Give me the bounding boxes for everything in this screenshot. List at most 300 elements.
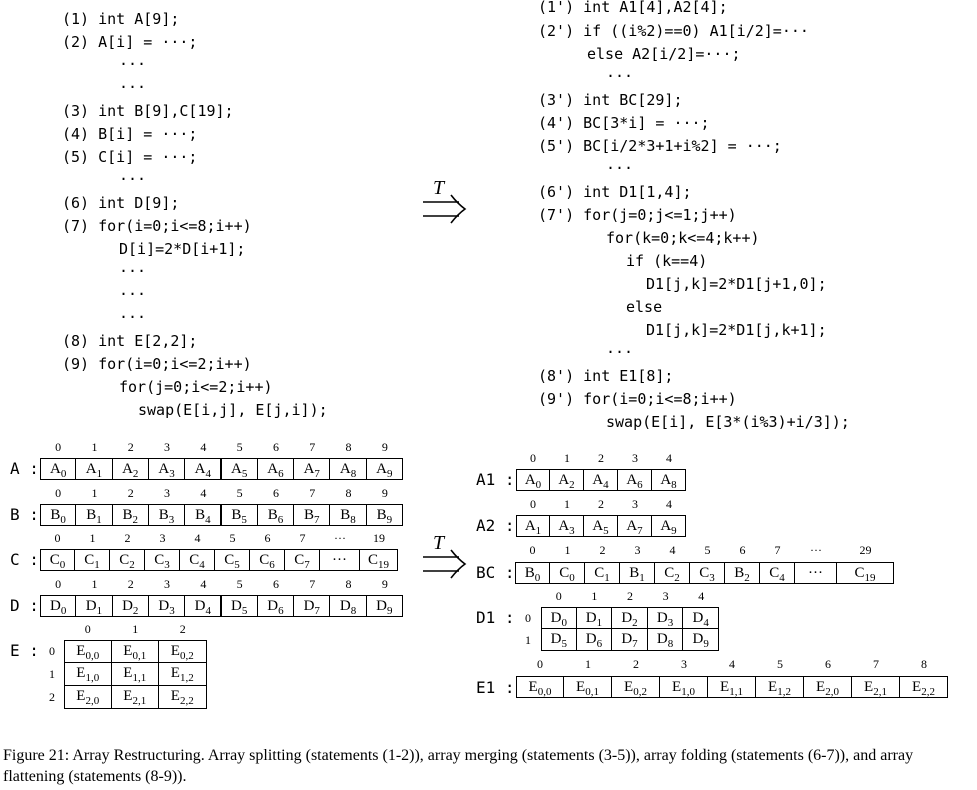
cell-letter: D <box>656 610 668 626</box>
cell-subscript: 1,1 <box>729 686 743 698</box>
cell-subscript: 6 <box>278 605 284 617</box>
cell-letter: D <box>621 610 633 626</box>
array-a2-cell <box>549 515 584 537</box>
array-a-index: 9 <box>381 440 388 454</box>
cell-letter: A <box>558 518 570 534</box>
cell-letter: C <box>854 565 865 581</box>
cell-letter: A <box>660 518 672 534</box>
array-bc-index: 1 <box>564 543 571 557</box>
cell-letter: A <box>122 461 133 477</box>
array-d-cell <box>293 595 330 617</box>
cell-subscript: 2,0 <box>85 695 100 707</box>
cell-subscript: 5 <box>241 605 248 617</box>
cell-letter: C <box>259 552 270 568</box>
code-line: ··· <box>119 55 147 73</box>
array-e1-cell <box>803 676 852 698</box>
cell-letter: E <box>528 679 538 695</box>
array-e1-index: 7 <box>873 657 879 671</box>
array-bc-cell <box>759 562 795 584</box>
array-c-cell <box>40 549 75 571</box>
array-bc-cell <box>654 562 690 584</box>
code-line: (3') int BC[29]; <box>538 91 683 109</box>
cell-subscript: 2 <box>744 572 750 584</box>
array-d-index: 2 <box>127 577 134 591</box>
array-a-index: 7 <box>309 440 316 454</box>
array-d-index: 9 <box>381 577 388 591</box>
code-line: ··· <box>119 170 147 188</box>
cell-subscript: 5 <box>241 468 248 480</box>
array-a1-cell <box>516 469 550 491</box>
array-b-index: 4 <box>200 486 207 500</box>
code-line: (7') for(j=0;j<=1;j++) <box>538 206 737 224</box>
array-b-cell <box>112 504 149 526</box>
cell-letter: C <box>294 552 305 568</box>
cell-subscript: 0 <box>534 572 541 584</box>
cell-letter: A <box>339 461 351 477</box>
cell-subscript: 7 <box>314 605 320 617</box>
array-a-index: 6 <box>272 440 279 454</box>
cell-letter: A <box>558 472 570 488</box>
cell-subscript: 3 <box>169 468 175 480</box>
array-d1-cell <box>682 628 719 651</box>
code-line: D1[j,k]=2*D1[j,k+1]; <box>646 321 827 339</box>
array-d-cell <box>75 595 112 617</box>
cell-letter: D <box>656 631 668 647</box>
array-a2-index: 3 <box>632 497 638 511</box>
cell-letter: A <box>230 461 242 477</box>
array-d-index: 0 <box>55 577 62 591</box>
array-c-cell <box>359 549 398 571</box>
cell-subscript: 1 <box>639 572 645 584</box>
cell-letter: B <box>340 507 351 523</box>
array-bc-index: 7 <box>774 543 781 557</box>
array-c-index: 2 <box>124 531 131 545</box>
array-a2-cell <box>617 515 652 537</box>
code-line: (7) for(i=0;i<=8;i++) <box>62 217 252 235</box>
array-d-label: D : <box>10 596 39 615</box>
array-e1-index: 5 <box>777 657 783 671</box>
cell-subscript: 4 <box>703 617 709 629</box>
array-e1-cell <box>899 676 948 698</box>
array-d1-cell <box>576 628 613 651</box>
cell-subscript: 6 <box>278 468 284 480</box>
cell-letter: A <box>524 472 536 488</box>
array-b-cell <box>293 504 330 526</box>
cell-subscript: 2,1 <box>873 686 887 698</box>
cell-subscript: 9 <box>671 525 677 537</box>
array-e1-cell <box>755 676 804 698</box>
array-bc-cell <box>794 562 837 584</box>
array-d-index: 1 <box>91 577 98 591</box>
cell-subscript: 5 <box>234 559 240 571</box>
transform-symbol: T <box>433 180 445 199</box>
array-e-cell <box>64 662 112 686</box>
array-e-cell <box>111 640 160 663</box>
array-a-index: 4 <box>200 440 207 454</box>
code-line: (2) A[i] = ···; <box>62 33 198 51</box>
array-d1-cell <box>576 607 613 629</box>
cell-letter: E <box>912 679 922 695</box>
array-d1-cell <box>682 607 719 629</box>
array-d1-cell <box>647 628 684 651</box>
array-bc-cell <box>724 562 760 584</box>
array-e1-index: 0 <box>537 657 543 671</box>
array-bc-cell <box>515 562 550 584</box>
cell-letter: C <box>49 552 60 568</box>
cell-subscript: 0 <box>569 572 575 584</box>
cell-subscript: 0 <box>60 468 67 480</box>
array-e1-index: 4 <box>729 657 735 671</box>
cell-letter: E <box>123 643 133 659</box>
cell-letter: A <box>660 472 672 488</box>
array-bc-index: 5 <box>704 543 711 557</box>
cell-subscript: 4 <box>603 479 609 491</box>
code-line: swap(E[i,j], E[j,i]); <box>138 401 328 419</box>
array-a-cell <box>221 458 258 480</box>
code-line: (9') for(i=0;i<=8;i++) <box>538 390 737 408</box>
cell-letter: E <box>76 665 86 681</box>
cell-subscript: 2,0 <box>825 686 839 698</box>
cell-letter: D <box>158 598 170 614</box>
cell-letter: D <box>194 598 206 614</box>
array-c-cell <box>179 549 215 571</box>
array-c-cell <box>249 549 285 571</box>
code-line: (3) int B[9],C[19]; <box>62 102 234 120</box>
array-a1-cell <box>617 469 652 491</box>
cell-letter: E <box>624 679 634 695</box>
cell-letter: C <box>189 552 200 568</box>
array-bc-index: 6 <box>739 543 746 557</box>
cell-subscript: 5 <box>603 525 609 537</box>
array-d1-col-index: 2 <box>626 589 633 603</box>
array-a1-index: 3 <box>632 451 638 465</box>
cell-subscript: 7 <box>304 559 310 571</box>
code-line: (1) int A[9]; <box>62 10 180 28</box>
array-d-index: 5 <box>236 577 243 591</box>
array-b-cell <box>221 504 258 526</box>
cell-letter: D <box>267 598 279 614</box>
code-line: (9) for(i=0;i<=2;i++) <box>62 355 252 373</box>
array-a1-cell <box>549 469 584 491</box>
array-d-cell <box>366 595 403 617</box>
array-b-cell <box>40 504 76 526</box>
cell-subscript: 2 <box>132 468 139 480</box>
cell-subscript: 0,0 <box>85 650 100 662</box>
cell-letter: D <box>376 598 387 614</box>
cell-subscript: 1,2 <box>777 686 791 698</box>
cell-subscript: 1,2 <box>179 672 194 684</box>
code-line: if (k==4) <box>626 252 708 270</box>
cell-letter: C <box>699 565 710 581</box>
array-e-row-index: 2 <box>49 690 55 704</box>
array-a-cell <box>148 458 185 480</box>
array-a1-index: 4 <box>666 451 672 465</box>
cell-letter: C <box>559 565 570 581</box>
cell-letter: D <box>339 598 351 614</box>
cell-subscript: 4 <box>779 572 785 584</box>
array-e-cell <box>158 640 207 663</box>
array-c-index: ··· <box>334 531 346 545</box>
cell-letter: C <box>154 552 165 568</box>
array-c-cell <box>319 549 360 571</box>
cell-letter: E <box>76 688 86 704</box>
array-e1-cell <box>851 676 900 698</box>
array-b-index: 2 <box>127 486 134 500</box>
cell-subscript: 0 <box>59 559 66 571</box>
array-e-cell <box>111 685 160 709</box>
cell-letter: E <box>170 643 180 659</box>
cell-subscript: 9 <box>386 514 393 526</box>
array-d1-row-index: 0 <box>525 611 531 625</box>
cell-letter: A <box>376 461 387 477</box>
cell-letter: A <box>592 518 604 534</box>
cell-letter: D <box>585 610 597 626</box>
cell-subscript: 0,2 <box>179 650 194 662</box>
cell-subscript: 7 <box>632 638 638 650</box>
array-e1-cell <box>516 676 564 698</box>
cell-letter: D <box>692 631 704 647</box>
array-bc-cell <box>836 562 894 584</box>
array-d1-col-index: 3 <box>662 589 669 603</box>
cell-subscript: 8 <box>350 468 357 480</box>
cell-subscript: 2 <box>632 617 638 629</box>
cell-subscript: 2 <box>132 514 138 526</box>
cell-subscript: 3 <box>709 572 715 584</box>
cell-letter: A <box>524 518 536 534</box>
array-a2-index: 0 <box>530 497 536 511</box>
array-e1-index: 3 <box>681 657 687 671</box>
code-line: ··· <box>606 67 634 85</box>
array-a2-label: A2 : <box>476 516 515 535</box>
cell-subscript: 9 <box>387 605 393 617</box>
cell-letter: D <box>303 598 315 614</box>
cell-subscript: 0 <box>60 605 67 617</box>
array-b-cell <box>329 504 366 526</box>
array-d1-cell <box>541 628 577 651</box>
array-a-cell <box>329 458 366 480</box>
cell-letter: B <box>231 507 242 523</box>
code-line: ··· <box>606 343 634 361</box>
array-d1-col-index: 4 <box>698 589 705 603</box>
cell-subscript: 19 <box>378 559 389 571</box>
cell-letter: B <box>376 507 387 523</box>
array-a1-index: 0 <box>530 451 536 465</box>
array-e1-index: 2 <box>633 657 639 671</box>
code-line: for(k=0;k<=4;k++) <box>606 229 760 247</box>
array-b-index: 7 <box>309 486 316 500</box>
array-b-index: 8 <box>345 486 352 500</box>
cell-subscript: 2,2 <box>179 695 194 707</box>
array-d-cell <box>40 595 76 617</box>
cell-letter: D <box>230 598 242 614</box>
array-d1-col-index: 1 <box>591 589 598 603</box>
array-b-index: 5 <box>236 486 243 500</box>
cell-letter: D <box>621 631 633 647</box>
cell-letter: C <box>594 565 605 581</box>
cell-letter: D <box>85 598 97 614</box>
cell-subscript: 1 <box>94 559 100 571</box>
cell-letter: E <box>170 665 180 681</box>
array-b-index: 6 <box>272 486 279 500</box>
cell-subscript: 5 <box>241 514 247 526</box>
code-line: (4) B[i] = ···; <box>62 125 198 143</box>
array-a-index: 0 <box>55 440 62 454</box>
array-d1-label: D1 : <box>476 608 515 627</box>
code-line: ··· <box>119 78 147 96</box>
cell-letter: C <box>769 565 780 581</box>
array-b-cell <box>148 504 185 526</box>
code-line: (6') int D1[1,4]; <box>538 183 692 201</box>
array-c-index: 1 <box>89 531 96 545</box>
array-b-index: 0 <box>55 486 62 500</box>
array-a-cell <box>257 458 294 480</box>
cell-letter: B <box>303 507 314 523</box>
code-line: (8') int E1[8]; <box>538 367 674 385</box>
cell-letter: B <box>195 507 206 523</box>
array-a-index: 8 <box>345 440 352 454</box>
array-bc-cell <box>689 562 725 584</box>
code-line: else A2[i/2]=···; <box>587 45 741 63</box>
cell-subscript: 6 <box>269 559 275 571</box>
cell-letter: B <box>524 565 535 581</box>
figure-caption: Figure 21: Array Restructuring. Array splitting (statements (1-2)), array merging (statements (3-5)), array folding (statements (6-7)), and array flattening (statements (8-9)). <box>3 747 914 785</box>
cell-letter: D <box>585 631 597 647</box>
cell-subscript: 0,0 <box>537 686 552 698</box>
cell-letter: E <box>768 679 778 695</box>
cell-letter: C <box>84 552 95 568</box>
cell-letter: ··· <box>808 565 823 581</box>
cell-letter: C <box>119 552 130 568</box>
array-e-col-index: 0 <box>84 622 91 636</box>
array-d-index: 7 <box>309 577 316 591</box>
array-b-index: 1 <box>91 486 98 500</box>
cell-subscript: 2,1 <box>132 695 147 707</box>
array-a-index: 5 <box>236 440 243 454</box>
cell-subscript: 3 <box>168 514 175 526</box>
array-a2-index: 4 <box>666 497 672 511</box>
cell-subscript: 2 <box>132 605 139 617</box>
array-c-index: 19 <box>373 531 385 545</box>
array-c-index: 4 <box>194 531 201 545</box>
cell-subscript: 4 <box>205 605 211 617</box>
cell-letter: A <box>49 461 61 477</box>
array-e1-cell <box>707 676 756 698</box>
array-a1-index: 1 <box>564 451 570 465</box>
cell-letter: E <box>76 643 86 659</box>
array-a-index: 1 <box>91 440 98 454</box>
cell-letter: A <box>592 472 604 488</box>
array-b-cell <box>184 504 221 526</box>
cell-subscript: 3 <box>667 617 674 629</box>
cell-subscript: 1 <box>96 468 103 480</box>
cell-subscript: 8 <box>667 638 674 650</box>
array-bc-index: 29 <box>859 543 872 557</box>
array-a-cell <box>40 458 76 480</box>
array-c-cell <box>109 549 145 571</box>
array-a1-index: 2 <box>598 451 604 465</box>
array-d1-col-index: 0 <box>555 589 562 603</box>
array-c-index: 0 <box>54 531 61 545</box>
code-line: (2') if ((i%2)==0) A1[i/2]=··· <box>538 22 809 40</box>
array-b-cell <box>257 504 294 526</box>
cell-letter: E <box>170 688 180 704</box>
array-b-index: 3 <box>164 486 171 500</box>
cell-subscript: 9 <box>387 468 393 480</box>
array-d-cell <box>112 595 149 617</box>
code-line: (5) C[i] = ···; <box>62 148 198 166</box>
array-e1-cell <box>563 676 612 698</box>
array-d1-cell <box>647 607 684 629</box>
cell-subscript: 0 <box>561 617 567 629</box>
cell-subscript: 6 <box>277 514 284 526</box>
array-c-cell <box>284 549 320 571</box>
array-d-cell <box>221 595 258 617</box>
array-e-col-index: 2 <box>179 622 186 636</box>
code-line: ··· <box>119 285 147 303</box>
array-a1-cell <box>651 469 686 491</box>
cell-subscript: 2 <box>674 572 680 584</box>
array-e1-index: 8 <box>921 657 927 671</box>
array-bc-index: 2 <box>599 543 606 557</box>
cell-letter: D <box>49 598 61 614</box>
array-a2-cell <box>516 515 550 537</box>
cell-subscript: 3 <box>169 605 175 617</box>
cell-subscript: 4 <box>205 514 211 526</box>
array-c-cell <box>74 549 110 571</box>
cell-letter: A <box>626 472 638 488</box>
cell-letter: B <box>122 507 133 523</box>
cell-subscript: 7 <box>314 468 320 480</box>
array-a-cell <box>366 458 403 480</box>
array-b-cell <box>75 504 112 526</box>
cell-subscript: 19 <box>864 572 876 584</box>
cell-letter: E <box>576 679 586 695</box>
cell-subscript: 1 <box>96 514 102 526</box>
array-c-index: 6 <box>264 531 271 545</box>
code-line: ··· <box>119 308 147 326</box>
array-e-cell <box>158 685 207 709</box>
cell-subscript: 0,1 <box>132 650 147 662</box>
cell-letter: ··· <box>332 552 347 568</box>
cell-subscript: 0,1 <box>585 686 599 698</box>
cell-letter: E <box>123 688 133 704</box>
cell-subscript: 2 <box>129 559 135 571</box>
cell-subscript: 4 <box>205 468 211 480</box>
cell-subscript: 1 <box>604 572 610 584</box>
cell-subscript: 1,1 <box>132 672 147 684</box>
array-c-index: 3 <box>159 531 166 545</box>
array-a-cell <box>112 458 149 480</box>
cell-subscript: 7 <box>637 525 643 537</box>
cell-subscript: 9 <box>703 638 709 650</box>
array-d-cell <box>329 595 366 617</box>
cell-letter: D <box>692 610 704 626</box>
array-d1-cell <box>541 607 577 629</box>
array-d-index: 6 <box>272 577 279 591</box>
cell-letter: D <box>550 610 562 626</box>
array-e1-index: 1 <box>585 657 591 671</box>
cell-subscript: 0,2 <box>633 686 647 698</box>
array-d-index: 8 <box>345 577 352 591</box>
array-a-cell <box>75 458 112 480</box>
cell-subscript: 8 <box>671 479 677 491</box>
array-a1-label: A1 : <box>476 470 515 489</box>
cell-subscript: 4 <box>199 559 205 571</box>
array-d-cell <box>148 595 185 617</box>
code-line: ··· <box>606 159 634 177</box>
array-a-cell <box>184 458 221 480</box>
array-c-cell <box>214 549 250 571</box>
